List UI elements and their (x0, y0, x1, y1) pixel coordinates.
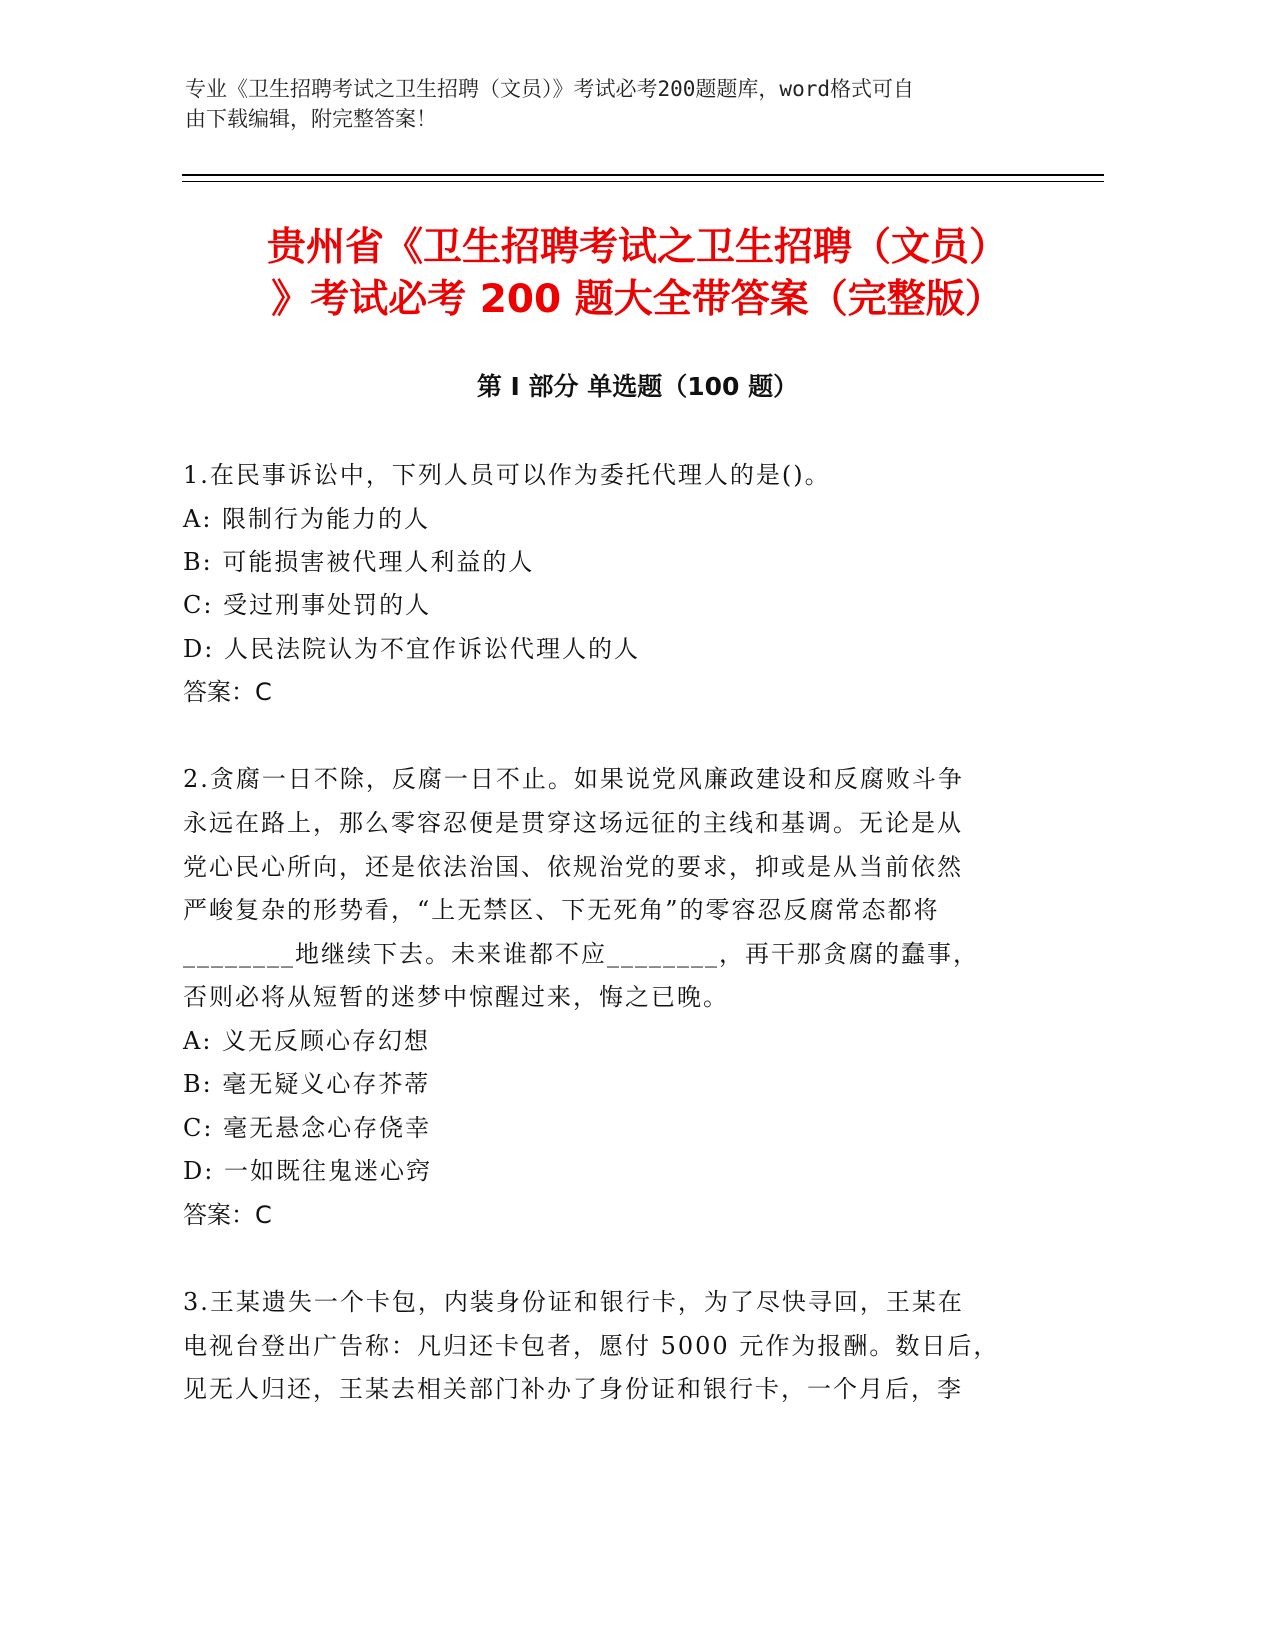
header-rule-thin (182, 181, 1104, 182)
question-2-stem-line-5: ________地继续下去。未来谁都不应________，再干那贪腐的蠢事， (183, 940, 979, 968)
question-1-option-b: B: 可能损害被代理人利益的人 (183, 548, 535, 576)
header-note-line-2: 由下载编辑，附完整答案！ (185, 107, 437, 131)
header-rule-thick (182, 174, 1104, 176)
question-2-option-a: A: 义无反顾心存幻想 (183, 1027, 431, 1055)
question-2-answer: 答案：C (183, 1201, 272, 1229)
question-1-option-d: D: 人民法院认为不宜作诉讼代理人的人 (183, 635, 640, 663)
header-note-line-1: 专业《卫生招聘考试之卫生招聘（文员）》考试必考200题题库，word格式可自 (185, 77, 914, 101)
question-1-option-a: A: 限制行为能力的人 (183, 505, 431, 533)
question-3-stem-line-3: 见无人归还，王某去相关部门补办了身份证和银行卡，一个月后，李 (183, 1375, 963, 1403)
question-1-stem: 1.在民事诉讼中，下列人员可以作为委托代理人的是()。 (183, 461, 831, 489)
question-2-stem-line-1: 2.贪腐一日不除，反腐一日不止。如果说党风廉政建设和反腐败斗争 (183, 765, 964, 793)
document-title (185, 222, 1090, 326)
question-2-option-c: C: 毫无悬念心存侥幸 (183, 1114, 432, 1142)
section-title: 第 I 部分 单选题（100 题） (476, 372, 799, 401)
question-2-option-d: D: 一如既往鬼迷心窍 (183, 1157, 432, 1185)
document-title-line-2: 》考试必考 200 题大全带答案（完整版） (271, 277, 1004, 322)
document-title-line-1: 贵州省《卫生招聘考试之卫生招聘（文员） (266, 225, 1008, 270)
question-2-stem-line-4: 严峻复杂的形势看，“上无禁区、下无死角”的零容忍反腐常态都将 (183, 896, 940, 924)
question-1-answer: 答案：C (183, 678, 272, 706)
header-note (185, 74, 1045, 134)
question-3-stem-line-2: 电视台登出广告称：凡归还卡包者，愿付 5000 元作为报酬。数日后， (183, 1332, 1000, 1360)
question-2-option-b: B: 毫无疑义心存芥蒂 (183, 1070, 431, 1098)
question-3-stem-line-1: 3.王某遗失一个卡包，内装身份证和银行卡，为了尽快寻回，王某在 (183, 1288, 964, 1316)
question-2-stem-line-6: 否则必将从短暂的迷梦中惊醒过来，悔之已晚。 (183, 983, 729, 1011)
question-2-stem-line-2: 永远在路上，那么零容忍便是贯穿这场远征的主线和基调。无论是从 (183, 809, 963, 837)
question-1-option-c: C: 受过刑事处罚的人 (183, 591, 432, 619)
question-2-stem-line-3: 党心民心所向，还是依法治国、依规治党的要求，抑或是从当前依然 (183, 853, 963, 881)
